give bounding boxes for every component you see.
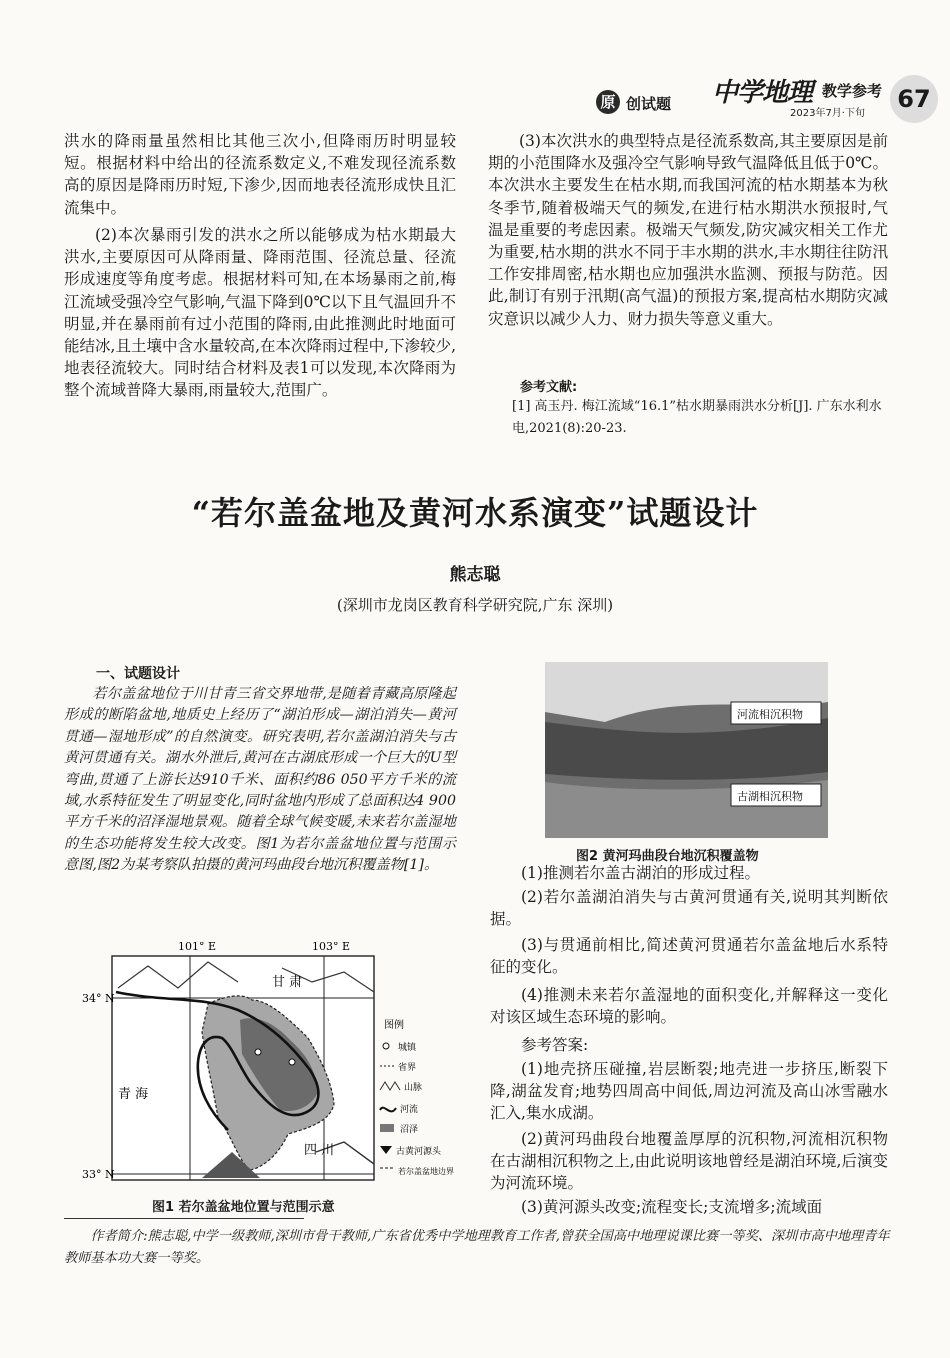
- fig2-label-lacustrine: 古湖相沉积物: [737, 790, 803, 803]
- lon-label-101: 101° E: [178, 942, 217, 953]
- references-heading: 参考文献:: [520, 380, 578, 395]
- legend-ancient-source: 古黄河源头: [396, 1147, 442, 1157]
- section-heading: 一、试题设计: [96, 666, 180, 682]
- answer-2: (2)黄河玛曲段台地覆盖厚厚的沉积物,河流相沉积物在古湖相沉积物之上,由此说明该地曾经是湖泊环境,后演变为河流环境。: [490, 1130, 888, 1193]
- legend-basin-boundary: 若尔盖盆地边界: [398, 1167, 454, 1176]
- author-affiliation: (深圳市龙岗区教育科学研究院,广东 深圳): [336, 596, 614, 614]
- question-1: (1)推测若尔盖古湖泊的形成过程。: [521, 864, 760, 882]
- answer-1: (1)地壳挤压碰撞,岩层断裂;地壳进一步挤压,断裂下降,湖盆发育;地势四周高中间低,周边河流及高山冰雪融水汇入,集水成湖。: [490, 1060, 888, 1123]
- article-author: 熊志聪: [449, 565, 501, 585]
- question-4: (4)推测未来若尔盖湿地的面积变化,并解释这一变化对该区域生态环境的影响。: [490, 986, 888, 1027]
- question-2: (2)若尔盖湖泊消失与古黄河贯通有关,说明其判断依据。: [490, 888, 888, 929]
- lat-label-33: 33° N: [82, 1168, 115, 1181]
- legend-swamp: 沼泽: [400, 1125, 419, 1135]
- legend-province-border: 省界: [398, 1063, 417, 1073]
- lon-label-103: 103° E: [312, 942, 351, 953]
- issue-date: 2023年7月·下旬: [790, 108, 865, 119]
- column-name: 创试题: [626, 95, 672, 113]
- intro-paragraph: 若尔盖盆地位于川甘青三省交界地带,是随着青藏高原隆起形成的断陷盆地,地质史上经历了“湖泊形成—湖泊消失—黄河贯通—湿地形成”的自然演变。研究表明,若尔盖湖泊消失与古黄河贯通有关。湖水外泄后,黄河在古湖底形成一个巨大的U型弯曲,贯通了上游长达910千米、面积约86 050平方千米的流域,水系特征发生了明显变化,同时盆地内形成了总面积达4 900平方千米的沼泽湿地景观。随着全球气候变暖,未来若尔盖湿地的生态功能将发生较大改变。图1为若尔盖盆地位置与范围示意图,图2为某考察队拍摄的黄河玛曲段台地沉积覆盖物[1]。: [64, 686, 456, 874]
- original-badge: 原: [596, 90, 620, 114]
- reference-item: [1] 高玉丹. 梅江流域“16.1”枯水期暴雨洪水分析[J]. 广东水利水电,2021(8):20-23.: [512, 399, 882, 436]
- legend-town: 城镇: [398, 1043, 417, 1053]
- legend-mountain: 山脉: [404, 1083, 423, 1093]
- journal-logo: 中学地理: [712, 78, 813, 108]
- legend-title: 图例: [384, 1020, 404, 1031]
- map-label-sichuan: 四 川: [304, 1143, 335, 1158]
- answer-3: (3)黄河源头改变;流程变长;支流增多;流域面: [521, 1198, 823, 1216]
- article-title: “若尔盖盆地及黄河水系演变”试题设计: [191, 494, 759, 532]
- prev-article-left-p2: (2)本次暴雨引发的洪水之所以能够成为枯水期最大洪水,主要原因可从降雨量、降雨范围、径流总量、径流形成速度等角度考虑。根据材料可知,在本场暴雨之前,梅江流域受强冷空气影响,气温下降到0℃以下且气温回升不明显,并在暴雨前有过小范围的降雨,由此推测此时地面可能结冰,且土壤中含水量较高,在本次降雨过程中,下渗较少,地表径流较大。同时结合材料及表1可以发现,本次降雨为整个流域普降大暴雨,雨量较大,范围广。: [64, 226, 456, 400]
- figure1-caption: 图1 若尔盖盆地位置与范围示意: [152, 1200, 335, 1215]
- lat-label-34: 34° N: [82, 992, 115, 1005]
- prev-article-right-p1: (3)本次洪水的典型特点是径流系数高,其主要原因是前期的小范围降水及强冷空气影响导致气温降低且低于0℃。本次洪水主要发生在枯水期,而我国河流的枯水期基本为秋冬季节,随着极端天气的频发,在进行枯水期洪水预报时,气温是重要的考虑因素。极端天气频发,防灾减灾相关工作尤为重要,枯水期的洪水不同于丰水期的洪水,丰水期往往防汛工作安排周密,枯水期也应加强洪水监测、预报与防范。因此,制订有别于汛期(高气温)的预报方案,提高枯水期防灾减灾意识以减少人力、财力损失等意义重大。: [488, 132, 888, 328]
- figure1-map: [82, 942, 482, 1192]
- figure2-photo: [545, 662, 828, 838]
- page-header: [0, 0, 950, 130]
- map-label-gansu: 甘 肃: [272, 975, 303, 990]
- page-number: 67: [890, 75, 938, 123]
- map-label-qinghai: 青 海: [118, 1087, 149, 1102]
- question-3: (3)与贯通前相比,简述黄河贯通若尔盖盆地后水系特征的变化。: [490, 936, 888, 977]
- legend-river: 河流: [400, 1105, 419, 1115]
- journal-subtitle: 教学参考: [822, 82, 883, 100]
- figure2-caption: 图2 黄河玛曲段台地沉积覆盖物: [576, 849, 759, 864]
- footnote-rule: [64, 1218, 304, 1219]
- fig2-label-fluvial: 河流相沉积物: [737, 708, 803, 721]
- prev-article-left-p1: 洪水的降雨量虽然相比其他三次小,但降雨历时明显较短。根据材料中给出的径流系数定义,不难发现径流系数高的原因是降雨历时短,下渗少,因而地表径流形成快且汇流集中。: [64, 132, 456, 217]
- answer-heading: 参考答案:: [521, 1036, 589, 1054]
- author-bio: 作者简介:熊志聪,中学一级教师,深圳市骨干教师,广东省优秀中学地理教育工作者,曾获全国高中地理说课比赛一等奖、深圳市高中地理青年教师基本功大赛一等奖。: [64, 1229, 890, 1266]
